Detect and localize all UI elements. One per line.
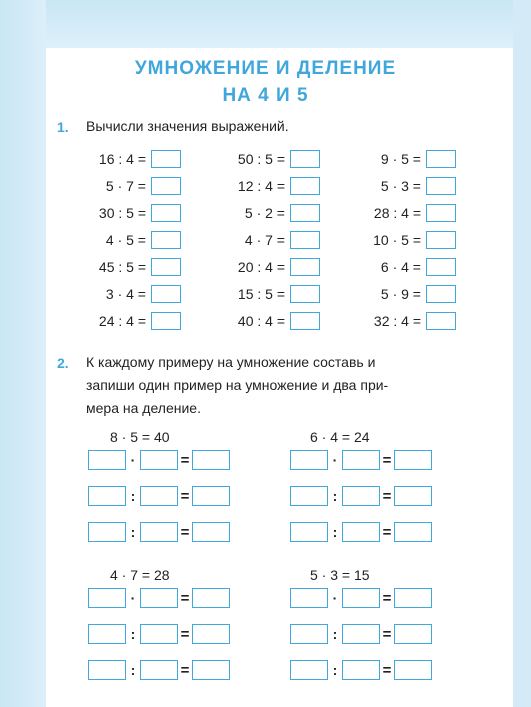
multiply-sign: · (332, 452, 338, 468)
answer-box[interactable] (140, 486, 178, 506)
expression-row (343, 284, 456, 304)
expression-label: 16 : 4 = (98, 151, 146, 167)
equals-sign: = (180, 487, 190, 505)
divide-sign: : (130, 662, 136, 678)
expression-row (62, 311, 181, 331)
answer-box[interactable] (140, 522, 178, 542)
sample-equation-3: 4 · 7 = 28 (110, 567, 170, 583)
answer-box[interactable] (192, 522, 230, 542)
answer-box[interactable] (88, 522, 126, 542)
task2-instruction-line1: К каждому примеру на умножение составь и (86, 354, 376, 370)
equals-sign: = (180, 625, 190, 643)
answer-box[interactable] (426, 150, 456, 168)
task1-number: 1. (57, 119, 69, 135)
equation-answer-row (88, 624, 230, 644)
equation-answer-row (88, 660, 230, 680)
answer-box[interactable] (151, 285, 181, 303)
expression-label: 28 : 4 = (373, 205, 421, 221)
expression-label: 50 : 5 = (237, 151, 285, 167)
answer-box[interactable] (140, 624, 178, 644)
expression-row (62, 230, 181, 250)
answer-box[interactable] (394, 660, 432, 680)
answer-box[interactable] (426, 312, 456, 330)
equals-sign: = (180, 523, 190, 541)
multiply-sign: · (130, 452, 136, 468)
answer-box[interactable] (290, 285, 320, 303)
answer-box[interactable] (426, 204, 456, 222)
expression-label: 12 : 4 = (237, 178, 285, 194)
expression-row (203, 284, 320, 304)
expression-label: 24 : 4 = (98, 313, 146, 329)
equals-sign: = (382, 487, 392, 505)
equals-sign: = (180, 589, 190, 607)
answer-box[interactable] (192, 660, 230, 680)
equation-answer-row (290, 660, 432, 680)
task2-number: 2. (57, 355, 69, 371)
expression-label: 6 · 4 = (380, 259, 421, 275)
task2-instruction-line2: запиши один пример на умножение и два при- (86, 377, 389, 393)
divide-sign: : (130, 524, 136, 540)
sample-equation-2: 6 · 4 = 24 (310, 429, 370, 445)
answer-box[interactable] (394, 450, 432, 470)
expression-label: 40 : 4 = (237, 313, 285, 329)
equation-answer-row (88, 588, 230, 608)
expression-row (62, 149, 181, 169)
divide-sign: : (332, 662, 338, 678)
answer-box[interactable] (192, 450, 230, 470)
sample-equation-4: 5 · 3 = 15 (310, 567, 370, 583)
expression-label: 5 · 7 = (105, 178, 146, 194)
multiply-sign: · (332, 590, 338, 606)
expression-row (203, 230, 320, 250)
answer-box[interactable] (88, 588, 126, 608)
equation-answer-row (290, 522, 432, 542)
equation-answer-row (88, 450, 230, 470)
expression-label: 5 · 9 = (380, 286, 421, 302)
answer-box[interactable] (290, 204, 320, 222)
answer-box[interactable] (88, 450, 126, 470)
answer-box[interactable] (426, 177, 456, 195)
expression-row (62, 257, 181, 277)
expression-row (203, 149, 320, 169)
expression-label: 10 · 5 = (373, 232, 421, 248)
answer-box[interactable] (290, 150, 320, 168)
answer-box[interactable] (88, 660, 126, 680)
equals-sign: = (382, 523, 392, 541)
answer-box[interactable] (151, 258, 181, 276)
answer-box[interactable] (151, 204, 181, 222)
expression-row (203, 311, 320, 331)
expression-row (343, 176, 456, 196)
answer-box[interactable] (192, 588, 230, 608)
decorative-top-border (0, 0, 531, 48)
answer-box[interactable] (290, 231, 320, 249)
divide-sign: : (332, 488, 338, 504)
answer-box[interactable] (342, 588, 380, 608)
page-title-line1: УМНОЖЕНИЕ И ДЕЛЕНИЕ (134, 58, 397, 79)
equation-answer-row (290, 588, 432, 608)
expression-row (343, 203, 456, 223)
expression-label: 3 · 4 = (105, 286, 146, 302)
answer-box[interactable] (88, 624, 126, 644)
answer-box[interactable] (151, 312, 181, 330)
equation-answer-row (88, 486, 230, 506)
answer-box[interactable] (394, 486, 432, 506)
answer-box[interactable] (426, 285, 456, 303)
answer-box[interactable] (140, 450, 178, 470)
expression-label: 30 : 5 = (98, 205, 146, 221)
expression-row (62, 203, 181, 223)
multiply-sign: · (130, 590, 136, 606)
answer-box[interactable] (290, 522, 328, 542)
answer-box[interactable] (342, 522, 380, 542)
expression-row (62, 284, 181, 304)
answer-box[interactable] (342, 624, 380, 644)
answer-box[interactable] (140, 588, 178, 608)
expression-label: 4 · 5 = (105, 232, 146, 248)
answer-box[interactable] (290, 177, 320, 195)
answer-box[interactable] (342, 486, 380, 506)
expression-label: 5 · 2 = (244, 205, 285, 221)
divide-sign: : (332, 626, 338, 642)
answer-box[interactable] (290, 588, 328, 608)
answer-box[interactable] (140, 660, 178, 680)
answer-box[interactable] (342, 450, 380, 470)
answer-box[interactable] (290, 312, 320, 330)
equation-answer-row (290, 486, 432, 506)
answer-box[interactable] (342, 660, 380, 680)
equation-answer-row (290, 624, 432, 644)
equals-sign: = (382, 451, 392, 469)
answer-box[interactable] (426, 258, 456, 276)
expression-row (203, 203, 320, 223)
divide-sign: : (332, 524, 338, 540)
expression-row (203, 176, 320, 196)
task2-instruction-line3: мера на деление. (86, 400, 201, 416)
page-title-line2: НА 4 И 5 (222, 85, 309, 106)
equals-sign: = (180, 661, 190, 679)
answer-box[interactable] (192, 624, 230, 644)
answer-box[interactable] (290, 660, 328, 680)
divide-sign: : (130, 626, 136, 642)
expression-row (343, 149, 456, 169)
expression-label: 5 · 3 = (380, 178, 421, 194)
answer-box[interactable] (394, 522, 432, 542)
answer-box[interactable] (394, 624, 432, 644)
equals-sign: = (180, 451, 190, 469)
expression-label: 15 : 5 = (237, 286, 285, 302)
answer-box[interactable] (151, 177, 181, 195)
expression-label: 32 : 4 = (373, 313, 421, 329)
expression-label: 9 · 5 = (380, 151, 421, 167)
equals-sign: = (382, 589, 392, 607)
answer-box[interactable] (290, 624, 328, 644)
answer-box[interactable] (394, 588, 432, 608)
expression-label: 20 : 4 = (237, 259, 285, 275)
task1-instruction: Вычисли значения выражений. (86, 118, 289, 134)
equals-sign: = (382, 661, 392, 679)
expression-row (343, 230, 456, 250)
expression-row (343, 311, 456, 331)
divide-sign: : (130, 488, 136, 504)
expression-label: 45 : 5 = (98, 259, 146, 275)
expression-label: 4 · 7 = (244, 232, 285, 248)
equation-answer-row (290, 450, 432, 470)
answer-box[interactable] (192, 486, 230, 506)
answer-box[interactable] (290, 450, 328, 470)
equals-sign: = (382, 625, 392, 643)
answer-box[interactable] (151, 231, 181, 249)
answer-box[interactable] (426, 231, 456, 249)
expression-row (62, 176, 181, 196)
answer-box[interactable] (290, 486, 328, 506)
answer-box[interactable] (88, 486, 126, 506)
answer-box[interactable] (151, 150, 181, 168)
equation-answer-row (88, 522, 230, 542)
sample-equation-1: 8 · 5 = 40 (110, 429, 170, 445)
answer-box[interactable] (290, 258, 320, 276)
expression-row (203, 257, 320, 277)
expression-row (343, 257, 456, 277)
